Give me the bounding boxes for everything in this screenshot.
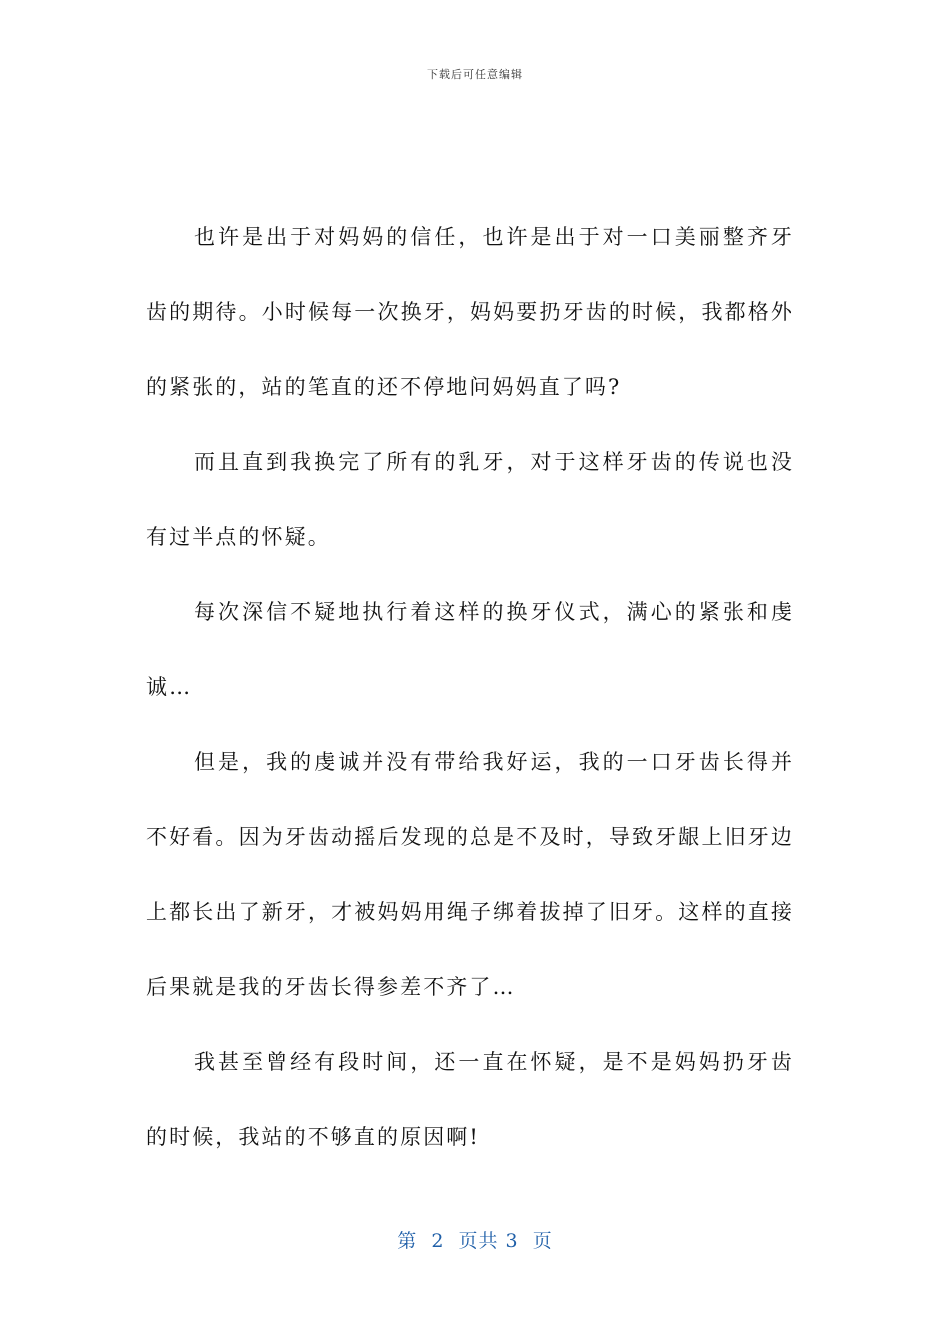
paragraph-2: 而且直到我换完了所有的乳牙，对于这样牙齿的传说也没有过半点的怀疑。 xyxy=(146,450,794,549)
paragraph-5: 我甚至曾经有段时间，还一直在怀疑，是不是妈妈扔牙齿的时候，我站的不够直的原因啊! xyxy=(146,1050,794,1149)
paragraph-3: 每次深信不疑地执行着这样的换牙仪式，满心的紧张和虔诚… xyxy=(146,600,794,699)
page-number-footer: 第 2 页共 3 页 xyxy=(397,1230,553,1252)
paragraph-4: 但是，我的虔诚并没有带给我好运，我的一口牙齿长得并不好看。因为牙齿动摇后发现的总是不及时，导致牙龈上旧牙边上都长出了新牙，才被妈妈用绳子绑着拔掉了旧牙。这样的直接后果就是我的牙齿长得参差不齐了… xyxy=(146,750,794,999)
paragraph-1: 也许是出于对妈妈的信任，也许是出于对一口美丽整齐牙齿的期待。小时候每一次换牙，妈妈要扔牙齿的时候，我都格外的紧张的，站的笔直的还不停地问妈妈直了吗? xyxy=(146,225,794,399)
body-text xyxy=(146,200,794,1175)
page-header: 下载后可任意编辑 xyxy=(427,68,523,81)
